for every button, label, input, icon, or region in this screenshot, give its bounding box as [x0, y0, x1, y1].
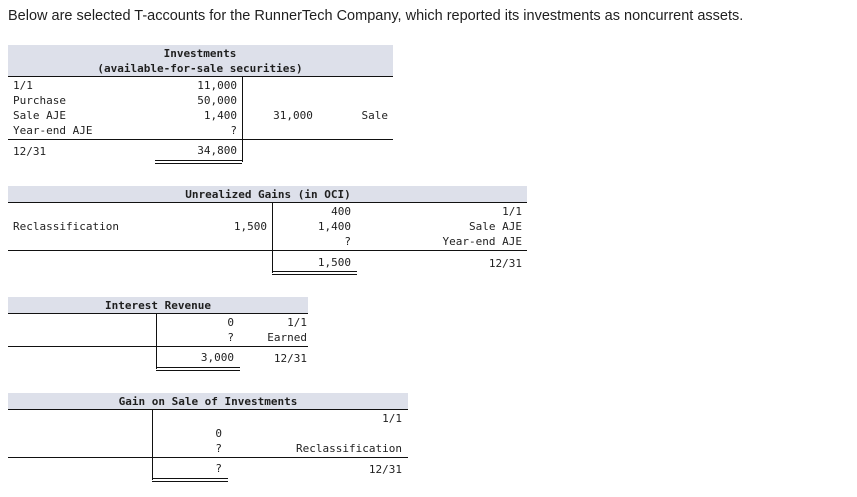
unrealized-credit-value: 400 — [331, 205, 351, 218]
unrealized-credit-value: 1,400 — [317, 220, 351, 233]
investments-debit-label: Year-end AJE — [13, 124, 93, 137]
interest-balance-double-rule — [156, 367, 240, 371]
unrealized-divider — [272, 202, 273, 273]
interest-top-rule — [8, 313, 308, 314]
gain-total-rule — [8, 457, 408, 458]
investments-debit-label: Purchase — [13, 94, 66, 107]
investments-credit-label: Sale — [361, 109, 388, 122]
unrealized-credit-label: 1/1 — [502, 205, 522, 218]
interest-credit-label: Earned — [267, 331, 307, 344]
gain-title: Gain on Sale of Investments — [118, 395, 298, 408]
interest-balance-label: 12/31 — [273, 352, 307, 365]
unrealized-credit-label: Sale AJE — [469, 220, 522, 233]
unrealized-balance-label: 12/31 — [488, 257, 522, 270]
interest-credit-value: 0 — [227, 316, 234, 329]
gain-balance-value: ? — [215, 462, 222, 475]
unrealized-balance-value: 1,500 — [317, 256, 351, 269]
investments-total-rule — [8, 139, 393, 140]
investments-debit-label: Sale AJE — [13, 109, 66, 122]
unrealized-top-rule — [8, 202, 527, 203]
unrealized-credit-value: ? — [344, 235, 351, 248]
investments-debit-label: 1/1 — [13, 79, 33, 92]
gain-credit-value: ? — [215, 442, 222, 455]
gain-divider — [152, 409, 153, 480]
gain-credit-value: 0 — [215, 427, 222, 440]
intro-text: Below are selected T-accounts for the RunnerTech Company, which reported its investments as noncurrent assets. — [8, 8, 744, 24]
unrealized-credit-label: Year-end AJE — [442, 235, 522, 248]
investments-debit-value: ? — [230, 124, 237, 137]
investments-credit-value: 31,000 — [273, 109, 313, 122]
unrealized-debit-label: Reclassification — [13, 220, 119, 233]
interest-title: Interest Revenue — [105, 299, 211, 312]
gain-top-rule — [8, 409, 408, 410]
investments-debit-value: 1,400 — [203, 109, 237, 122]
investments-balance-label: 12/31 — [13, 145, 47, 158]
investments-debit-value: 11,000 — [197, 79, 237, 92]
gain-balance-label: 12/31 — [368, 463, 402, 476]
interest-total-rule — [8, 346, 308, 347]
interest-divider — [156, 313, 157, 369]
unrealized-debit-value: 1,500 — [233, 220, 267, 233]
investments-top-rule — [8, 76, 393, 77]
gain-balance-double-rule — [152, 478, 228, 482]
unrealized-total-rule — [8, 250, 527, 251]
gain-credit-label: Reclassification — [296, 442, 402, 455]
investments-balance-double-rule — [155, 160, 242, 164]
interest-balance-value: 3,000 — [200, 351, 234, 364]
unrealized-title: Unrealized Gains (in OCI) — [185, 188, 351, 201]
investments-divider — [242, 76, 243, 162]
investments-title-line2: (available-for-sale securities) — [97, 62, 303, 75]
investments-debit-value: 50,000 — [197, 94, 237, 107]
unrealized-balance-double-rule — [272, 271, 357, 275]
interest-credit-value: ? — [227, 331, 234, 344]
interest-credit-label: 1/1 — [287, 316, 307, 329]
gain-label-top: 1/1 — [382, 412, 402, 425]
investments-title-line1: Investments — [163, 47, 237, 60]
investments-balance-value: 34,800 — [197, 144, 237, 157]
